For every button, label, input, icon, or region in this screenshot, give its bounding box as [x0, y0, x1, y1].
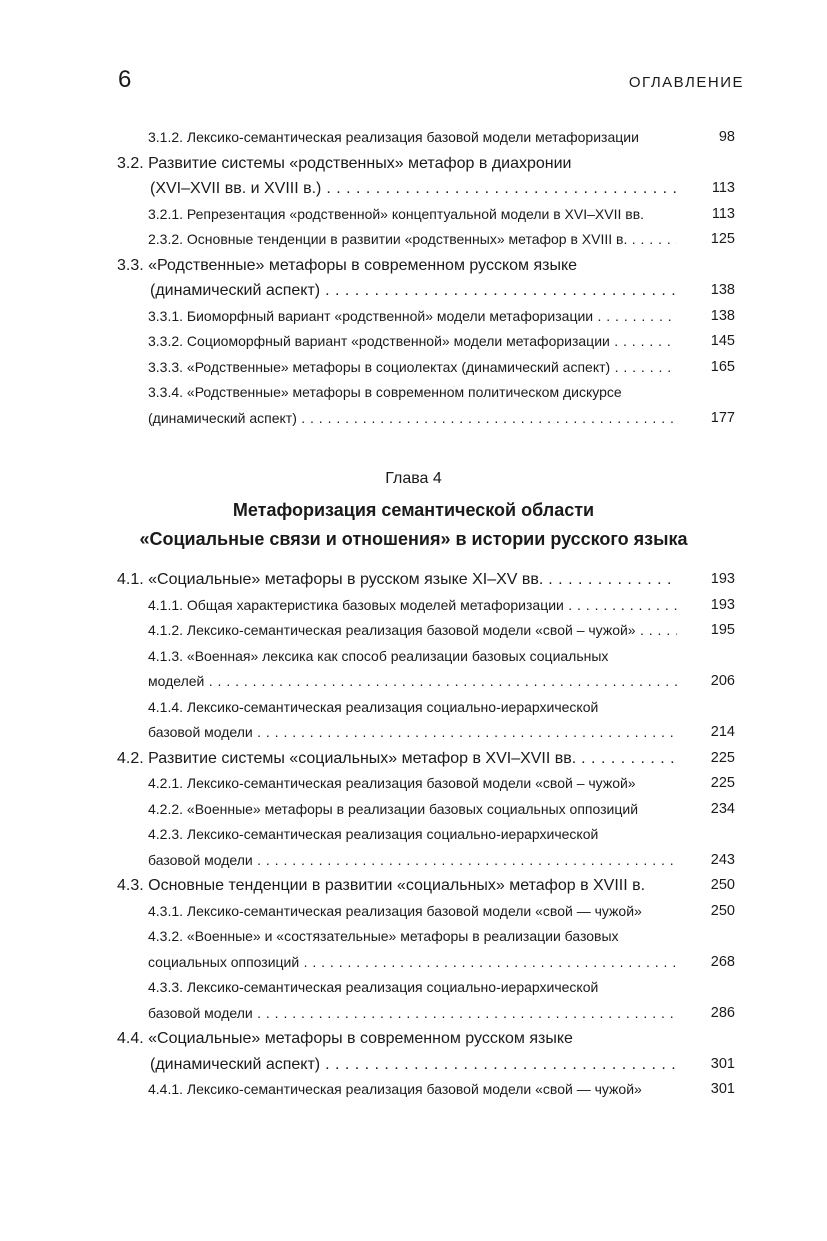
toc-entry-page: 98 [718, 129, 735, 145]
toc-entry [117, 873, 735, 899]
toc-entry-page: 113 [711, 205, 735, 222]
toc-entry-title: 3.3.4. «Родственные» метафоры в современном политическом дискурсе [148, 384, 622, 400]
toc-entry-page: 225 [710, 749, 735, 766]
toc-section-bottom [117, 567, 735, 1103]
toc-entry-title: моделей . . . [117, 669, 677, 695]
toc-entry [117, 125, 735, 151]
toc-entry-title: 4.3. Основные тенденции в развитии «социальных» метафор в XVIII в. [117, 877, 646, 894]
toc-entry [117, 848, 735, 874]
toc-entry-page: 243 [710, 851, 735, 868]
running-title: ОГЛАВЛЕНИЕ [628, 74, 744, 91]
toc-entry [117, 822, 735, 848]
toc-entry-page: 286 [710, 1004, 735, 1021]
toc-entry [117, 975, 735, 1001]
toc-entry [117, 1077, 735, 1103]
toc-entry [117, 567, 735, 593]
toc-entry-page: 268 [710, 953, 735, 970]
toc-entry [117, 1052, 735, 1078]
toc-entry [117, 355, 735, 381]
toc-entry-page: 250 [710, 877, 735, 893]
toc-entry-page: 193 [710, 596, 735, 613]
toc-entry-title: 3.3.1. Биоморфный вариант «родственной» модели метафоризации . . . [117, 304, 677, 330]
toc-entry-page: 113 [711, 180, 735, 196]
toc-entry-page: 193 [710, 571, 735, 587]
page-number: 6 [118, 66, 132, 93]
toc-entry-title: 4.2.3. Лексико-семантическая реализация социально-иерархической [148, 826, 599, 842]
toc-entry-title: 4.2. Развитие системы «социальных» метафор в XVI–XVII вв. . . . [117, 746, 677, 772]
toc-entry [117, 227, 735, 253]
toc-entry [117, 593, 735, 619]
toc-entry-page: 206 [710, 673, 735, 689]
toc-entry-title: 4.1.3. «Военная» лексика как способ реализации базовых социальных [148, 647, 609, 664]
toc-entry-title: базовой модели . . . [117, 1001, 677, 1027]
toc-entry-title: 4.2.1. Лексико-семантическая реализация базовой модели «свой – чужой» [148, 775, 636, 791]
toc-entry-page: 165 [710, 358, 735, 375]
toc-entry-page: 301 [710, 1081, 735, 1097]
toc-entry-title: 4.1.1. Общая характеристика базовых моделей метафоризации . . . [117, 593, 677, 619]
toc-entry-title: (динамический аспект) . . . [117, 1052, 677, 1078]
toc-entry [117, 1001, 735, 1027]
toc-entry-page: 177 [710, 409, 735, 426]
toc-entry [117, 644, 735, 670]
toc-entry [117, 924, 735, 950]
toc-entry-title: 4.1.4. Лексико-семантическая реализация социально-иерархической [148, 698, 599, 715]
toc-entry [117, 380, 735, 406]
toc-entry-title: 4.1. «Социальные» метафоры в русском языке XI–XV вв. . . . [117, 567, 677, 593]
toc-entry-title: 4.2.2. «Военные» метафоры в реализации базовых социальных оппозиций [148, 800, 639, 817]
toc-entry-title: 4.4.1. Лексико-семантическая реализация базовой модели «свой — чужой» [148, 1081, 642, 1097]
toc-entry-title: 4.4. «Социальные» метафоры в современном русском языке [117, 1030, 573, 1047]
toc-entry [117, 899, 735, 925]
toc-entry-title: (динамический аспект) . . . [117, 278, 677, 304]
toc-entry [117, 278, 735, 304]
toc-entry-page: 195 [710, 622, 735, 638]
toc-entry-title: 3.2.1. Репрезентация «родственной» концептуальной модели в XVI–XVII вв. [148, 205, 645, 222]
toc-entry-title: 4.3.3. Лексико-семантическая реализация социально-иерархической [148, 979, 599, 995]
toc-entry-page: 145 [710, 333, 735, 349]
chapter-title-line-2: «Социальные связи и отношения» в истории русского языка [139, 529, 688, 549]
toc-entry-page: 301 [710, 1055, 735, 1072]
toc-entry [117, 771, 735, 797]
toc-entry-title: (XVI–XVII вв. и XVIII в.) . . . [117, 176, 677, 202]
toc-entry [117, 202, 735, 228]
toc-entry-page: 250 [710, 902, 735, 919]
toc-entry [117, 695, 735, 721]
toc-entry-title: 3.3.3. «Родственные» метафоры в социолектах (динамический аспект) . . . [117, 355, 677, 381]
toc-entry [117, 329, 735, 355]
toc-entry [117, 151, 735, 177]
toc-entry-title: 4.3.2. «Военные» и «состязательные» метафоры в реализации базовых [148, 928, 619, 944]
toc-entry-title: 4.1.2. Лексико-семантическая реализация базовой модели «свой – чужой» . . . [117, 618, 677, 644]
toc-entry [117, 669, 735, 695]
chapter-label: Глава 4 [385, 470, 442, 487]
toc-entry [117, 1026, 735, 1052]
toc-entry-title: 3.3.2. Социоморфный вариант «родственной» модели метафоризации . . . [117, 329, 677, 355]
toc-entry-title: 3.1.2. Лексико-семантическая реализация базовой модели метафоризации [148, 129, 639, 145]
toc-entry [117, 253, 735, 279]
toc-entry-page: 234 [710, 800, 735, 817]
toc-entry-title: (динамический аспект) . . . [117, 406, 677, 432]
toc-entry [117, 406, 735, 432]
toc-entry-title: 4.3.1. Лексико-семантическая реализация базовой модели «свой — чужой» [148, 902, 642, 919]
toc-entry-title: 3.2. Развитие системы «родственных» метафор в диахронии [117, 154, 572, 172]
toc-entry [117, 950, 735, 976]
toc-entry-title: 3.3. «Родственные» метафоры в современном русском языке [117, 256, 578, 274]
toc-entry [117, 720, 735, 746]
toc-entry-title: социальных оппозиций . . . [117, 950, 677, 976]
toc-entry-title: 2.3.2. Основные тенденции в развитии «родственных» метафор в XVIII в. . . . [117, 227, 677, 253]
toc-section-top [117, 125, 735, 431]
toc-entry-page: 138 [710, 307, 735, 324]
toc-entry [117, 304, 735, 330]
toc-entry [117, 618, 735, 644]
toc-entry-page: 225 [710, 775, 735, 791]
toc-entry-page: 138 [710, 282, 735, 298]
toc-entry [117, 176, 735, 202]
chapter-title-line-1: Метафоризация семантической области [232, 500, 595, 520]
toc-entry [117, 746, 735, 772]
toc-entry-page: 125 [710, 231, 735, 247]
chapter-title [0, 496, 827, 554]
toc-entry [117, 797, 735, 823]
toc-entry-title: базовой модели . . . [117, 720, 677, 746]
toc-entry-page: 214 [710, 724, 735, 740]
toc-entry-title: базовой модели . . . [117, 848, 677, 874]
